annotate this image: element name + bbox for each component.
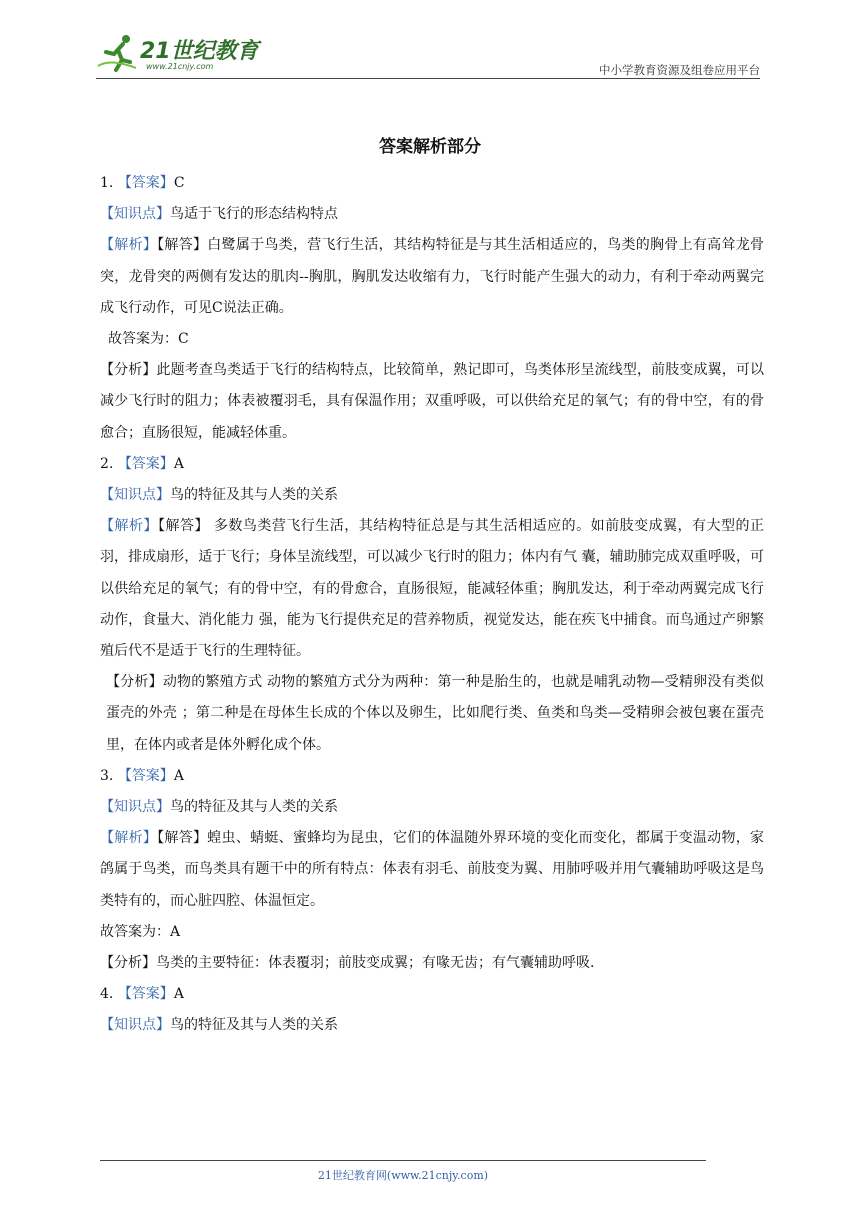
answer-line [100, 979, 764, 1010]
analysis-tag: 【解析】 [100, 518, 158, 535]
question-number: 1. [100, 175, 114, 191]
conclusion-line: 故答案为：C [108, 331, 189, 348]
answer-content [100, 168, 764, 1042]
knowledge-point-line [100, 1010, 764, 1041]
explanation-paragraph [100, 948, 764, 979]
knowledge-point-tag: 【知识点】 [100, 487, 170, 504]
knowledge-point-text: 鸟的特征及其与人类的关系 [170, 487, 338, 504]
conclusion-line: 故答案为：A [100, 923, 181, 940]
knowledge-point-tag: 【知识点】 [100, 799, 170, 816]
question-number: 4. [100, 986, 114, 1003]
page-title: 答案解析部分 [379, 137, 481, 157]
explanation-text: 此题考查鸟类适于飞行的结构特点，比较简单，熟记即可，鸟类体形呈流线型，前肢变成翼，可以减少飞行时的阻力；体表被覆羽毛，具有保温作用；双重呼吸，可以供给充足的氧气；有的骨中空，有的骨愈合；直肠很短，能减轻体重。 [100, 362, 765, 441]
knowledge-point-text: 鸟的特征及其与人类的关系 [170, 1017, 338, 1034]
explanation-tag: 【分析】 [100, 955, 156, 972]
explanation-tag: 【分析】 [100, 362, 157, 379]
question-number: 3. [100, 767, 114, 784]
analysis-tag: 【解析】 [100, 830, 158, 847]
explanation-paragraph [100, 355, 764, 449]
answer-value: C [173, 175, 185, 191]
explanation-text: 动物的繁殖方式 动物的繁殖方式分为两种：第一种是胎生的，也就是哺乳动物—受精卵没有类似蛋壳的外壳 ；第二种是在母体生长成的个体以及卵生，比如爬行类、鱼类和鸟类—受精卵会被包裹在蛋壳里，在体内或者是体外孵化成个体。 [106, 674, 765, 753]
page-footer[interactable]: 21世纪教育网(www.21cnjy.com) [317, 1169, 489, 1182]
logo-url: www.21cnjy.com [146, 62, 214, 71]
answer-value: A [173, 455, 184, 472]
answer-line [100, 168, 764, 199]
knowledge-point-text: 鸟适于飞行的形态结构特点 [170, 206, 338, 223]
answer-tag: 【答案】 [117, 455, 174, 472]
answer-tag: 【答案】 [117, 986, 174, 1003]
logo-name: 21世纪教育 [140, 39, 259, 64]
answer-tag: 【答案】 [117, 175, 174, 191]
platform-name: 中小学教育资源及组卷应用平台 [599, 63, 760, 77]
explanation-text: 鸟类的主要特征：体表覆羽；前肢变成翼；有喙无齿；有气囊辅助呼吸. [156, 955, 595, 972]
answer-value: A [173, 986, 184, 1003]
explanation-tag: 【分析】 [106, 674, 163, 691]
knowledge-point-line [100, 480, 764, 511]
runner-logo-icon [96, 32, 140, 76]
question-number: 2. [100, 455, 114, 472]
knowledge-point-line [100, 199, 764, 230]
footer-divider [100, 1160, 706, 1161]
analysis-text: 【解答】白鹭属于鸟类，营飞行生活，其结构特征是与其生活相适应的，鸟类的胸骨上有高耸龙骨突，龙骨突的两侧有发达的肌肉--胸肌，胸肌发达收缩有力，飞行时能产生强大的动力，有利于牵动两翼完成飞行动作，可见C说法正确。 [100, 237, 765, 316]
header-divider [96, 78, 760, 79]
answer-value: A [173, 767, 184, 784]
knowledge-point-text: 鸟的特征及其与人类的关系 [170, 799, 338, 816]
answer-line [100, 449, 764, 480]
analysis-paragraph [100, 230, 764, 324]
analysis-paragraph [100, 823, 764, 917]
analysis-tag: 【解析】 [100, 237, 158, 254]
page-header [96, 30, 760, 80]
analysis-text: 【解答】蝗虫、蜻蜓、蜜蜂均为昆虫，它们的体温随外界环境的变化而变化，都属于变温动物，家鸽属于鸟类，而鸟类具有题干中的所有特点：体表有羽毛、前肢变为翼、用肺呼吸并用气囊辅助呼吸这是鸟类特有的，而心脏四腔、体温恒定。 [100, 830, 765, 909]
analysis-text: 【解答】 多数鸟类营飞行生活，其结构特征总是与其生活相适应的。如前肢变成翼，有大型的正羽，排成扇形，适于飞行；身体呈流线型，可以减少飞行时的阻力；体内有气 囊，辅助肺完成双重呼吸，可以供给充足的氧气；有的骨中空，有的骨愈合，直肠很短，能减轻体重；胸肌发达，利于牵动两翼完成飞行动作，食量大、消化能力 强，能为飞行提供充足的营养物质，视觉发达，能在疾飞中捕食。而鸟通过产卵繁殖后代不是适于飞行的生理特征。 [100, 518, 765, 660]
knowledge-point-tag: 【知识点】 [100, 1017, 170, 1034]
analysis-paragraph [100, 511, 764, 667]
knowledge-point-line [100, 792, 764, 823]
answer-tag: 【答案】 [117, 767, 174, 784]
answer-line [100, 761, 764, 792]
site-logo[interactable] [96, 30, 266, 78]
knowledge-point-tag: 【知识点】 [100, 206, 170, 223]
explanation-paragraph [100, 667, 764, 761]
